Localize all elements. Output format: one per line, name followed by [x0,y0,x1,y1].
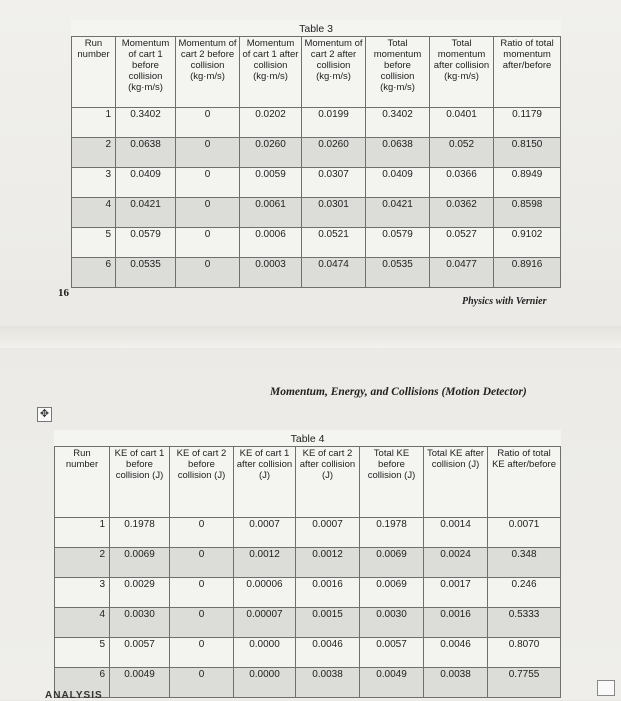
table-3-cell: 0.3402 [116,108,176,138]
table-4-cell: 0.0012 [234,548,296,578]
table-4-cell: 0.5333 [488,608,561,638]
table-3-header-cell: Total momentum after collision (kg·m/s) [430,37,494,108]
table-3-cell: 0.0477 [430,258,494,288]
table-4-cell: 0.0000 [234,638,296,668]
table-4-cell: 0.0069 [110,548,170,578]
table-4-cell: 0.0016 [296,578,360,608]
table-3-cell: 0.8150 [494,138,561,168]
table-4-header-cell: Run number [55,447,110,518]
table-3 [71,20,561,288]
table-3-header-cell: Momentum of cart 2 after collision (kg·m/s) [302,37,366,108]
corner-checkbox[interactable] [597,680,615,696]
table-4-cell: 0.0049 [360,668,424,698]
table-3-header-cell: Momentum of cart 1 after collision (kg·m/s) [240,37,302,108]
table-4-cell: 0.0038 [424,668,488,698]
table-4-row [55,548,561,578]
table-3-cell: 0.0301 [302,198,366,228]
page-break [0,326,621,348]
table-4-row [55,578,561,608]
table-3-cell: 0.0006 [240,228,302,258]
table-3-cell: 0.0527 [430,228,494,258]
table-4-cell: 0.0046 [424,638,488,668]
table-4-cell: 0.0049 [110,668,170,698]
table-3-header-cell: Run number [72,37,116,108]
table-4-row [55,518,561,548]
table-4-cell: 0.0057 [110,638,170,668]
table-3-cell: 0.9102 [494,228,561,258]
table-3-cell: 0.0202 [240,108,302,138]
table-4-cell: 0.1978 [110,518,170,548]
move-handle-icon[interactable]: ✥ [37,407,52,422]
table-4-header-cell: KE of cart 2 before collision (J) [170,447,234,518]
table-3-cell: 0.0366 [430,168,494,198]
table-4-cell: 0.0057 [360,638,424,668]
table-3-header-cell: Ratio of total momentum after/before [494,37,561,108]
table-3-run-number: 1 [72,108,116,138]
table-3-cell: 0 [176,138,240,168]
table-3-caption: Table 3 [72,20,561,37]
table-4-cell: 0 [170,608,234,638]
table-4-cell: 0 [170,548,234,578]
table-4-cell: 0.0007 [296,518,360,548]
table-3-cell: 0.052 [430,138,494,168]
table-3-cell: 0 [176,168,240,198]
table-4-header-cell: Total KE before collision (J) [360,447,424,518]
table-3-header-cell: Momentum of cart 2 before collision (kg·m/s) [176,37,240,108]
table-4-header-cell: KE of cart 1 after collision (J) [234,447,296,518]
table-4-cell: 0 [170,578,234,608]
table-4-run-number: 5 [55,638,110,668]
table-4-cell: 0.00007 [234,608,296,638]
table-3-row [72,138,561,168]
table-4-cell: 0.7755 [488,668,561,698]
table-3-cell: 0.0307 [302,168,366,198]
table-4-cell: 0.0014 [424,518,488,548]
table-3-row [72,198,561,228]
table-4-row [55,668,561,698]
table-4-cell: 0.0016 [424,608,488,638]
table-4-cell: 0.0017 [424,578,488,608]
table-3-row [72,168,561,198]
table-3-cell: 0.0579 [116,228,176,258]
table-3-cell: 0.0401 [430,108,494,138]
page-number: 16 [58,287,69,299]
table-4-cell: 0.0015 [296,608,360,638]
table-3-cell: 0 [176,198,240,228]
table-3-row [72,108,561,138]
table-3-header-row [72,37,561,108]
table-3-cell: 0.0521 [302,228,366,258]
table-3-run-number: 2 [72,138,116,168]
table-3-cell: 0.0579 [366,228,430,258]
table-4-cell: 0.0007 [234,518,296,548]
table-3-cell: 0.0638 [116,138,176,168]
table-4-cell: 0.0029 [110,578,170,608]
table-3-cell: 0.8916 [494,258,561,288]
table-3-cell: 0.8598 [494,198,561,228]
table-3-header-cell: Momentum of cart 1 before collision (kg·m/s) [116,37,176,108]
table-3-run-number: 6 [72,258,116,288]
table-4-run-number: 3 [55,578,110,608]
table-4-cell: 0 [170,518,234,548]
table-4-cell: 0.0046 [296,638,360,668]
analysis-heading: ANALYSIS [45,690,103,701]
table-4-cell: 0.0030 [110,608,170,638]
table-4-cell: 0.0000 [234,668,296,698]
table-3-cell: 0.1179 [494,108,561,138]
table-4-cell: 0.0030 [360,608,424,638]
table-4-header-cell: KE of cart 2 after collision (J) [296,447,360,518]
table-3-row [72,228,561,258]
table-4-cell: 0.246 [488,578,561,608]
table-3-cell: 0 [176,258,240,288]
table-3-cell: 0 [176,228,240,258]
table-4-run-number: 2 [55,548,110,578]
table-4-cell: 0.0069 [360,548,424,578]
table-4-run-number: 6 [55,668,110,698]
table-3-cell: 0.0409 [366,168,430,198]
table-4-header-cell: Ratio of total KE after/before [488,447,561,518]
table-3-run-number: 5 [72,228,116,258]
table-4-cell: 0.0069 [360,578,424,608]
table-3-cell: 0 [176,108,240,138]
table-4-header-cell: Total KE after collision (J) [424,447,488,518]
table-3-cell: 0.0421 [366,198,430,228]
table-4-run-number: 1 [55,518,110,548]
table-3-cell: 0.3402 [366,108,430,138]
table-4-cell: 0.0012 [296,548,360,578]
table-3-cell: 0.0260 [240,138,302,168]
table-3-cell: 0.0362 [430,198,494,228]
table-3-cell: 0.0003 [240,258,302,288]
table-3-cell: 0.0061 [240,198,302,228]
table-3-cell: 0.0199 [302,108,366,138]
table-4-row [55,638,561,668]
table-4-cell: 0 [170,638,234,668]
table-3-cell: 0.0059 [240,168,302,198]
table-3-cell: 0.0260 [302,138,366,168]
table-3-header-cell: Total momentum before collision (kg·m/s) [366,37,430,108]
table-3-cell: 0.0535 [116,258,176,288]
table-4-cell: 0.348 [488,548,561,578]
table-4-cell: 0.0071 [488,518,561,548]
table-3-cell: 0.0535 [366,258,430,288]
table-4-caption: Table 4 [55,430,561,447]
table-4-header-cell: KE of cart 1 before collision (J) [110,447,170,518]
book-title: Physics with Vernier [462,296,547,307]
table-3-cell: 0.0409 [116,168,176,198]
table-3-run-number: 3 [72,168,116,198]
chapter-title: Momentum, Energy, and Collisions (Motion Detector) [270,386,527,398]
table-4-cell: 0 [170,668,234,698]
table-4-cell: 0.00006 [234,578,296,608]
table-3-cell: 0.0421 [116,198,176,228]
table-3-row [72,258,561,288]
table-4-header-row [55,447,561,518]
table-4-row [55,608,561,638]
table-4 [54,430,561,698]
table-3-cell: 0.0638 [366,138,430,168]
table-4-cell: 0.0024 [424,548,488,578]
table-4-cell: 0.0038 [296,668,360,698]
table-3-run-number: 4 [72,198,116,228]
table-4-cell: 0.8070 [488,638,561,668]
table-4-cell: 0.1978 [360,518,424,548]
table-3-cell: 0.0474 [302,258,366,288]
table-4-run-number: 4 [55,608,110,638]
table-3-cell: 0.8949 [494,168,561,198]
